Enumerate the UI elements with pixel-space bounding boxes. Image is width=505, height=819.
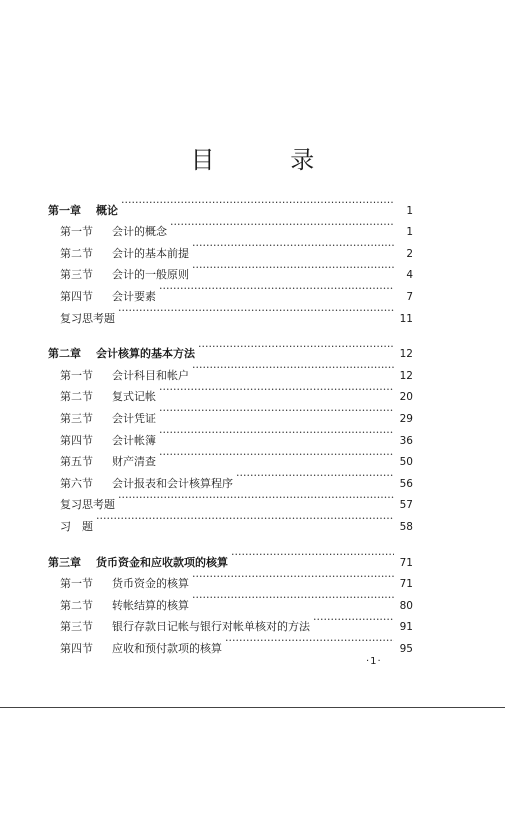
section-number: 第四节 <box>60 433 93 447</box>
dot-leader <box>192 587 394 609</box>
section-title: 会计的一般原则 <box>112 268 189 282</box>
chapter-2 <box>48 336 413 533</box>
section-title: 银行存款日记帐与银行对帐单核对的方法 <box>112 620 310 634</box>
section-number: 第三节 <box>60 268 93 282</box>
chapter-heading[interactable] <box>48 192 413 217</box>
page-number: 11 <box>399 312 413 325</box>
section-number: 第四节 <box>60 641 93 655</box>
section-title: 会计凭证 <box>112 411 156 425</box>
chapter-heading[interactable] <box>48 336 413 361</box>
section-number: 第一节 <box>60 368 93 382</box>
page-number: 7 <box>406 290 413 303</box>
dot-leader <box>159 422 394 444</box>
section-number: 第四节 <box>60 289 93 303</box>
chapter-heading[interactable] <box>48 544 413 569</box>
section-title: 货币资金的核算 <box>112 577 189 591</box>
page-number: 71 <box>399 578 413 591</box>
section-title: 会计报表和会计核算程序 <box>112 476 233 490</box>
toc-entry[interactable] <box>48 508 413 533</box>
page-number: 56 <box>399 477 413 490</box>
section-number: 第一节 <box>60 225 93 239</box>
dot-leader <box>159 278 394 300</box>
page-number: 91 <box>399 621 413 634</box>
scan-edge-line <box>0 707 505 708</box>
dot-leader <box>313 609 394 631</box>
page-number: 29 <box>399 412 413 425</box>
section-number: 第三节 <box>60 411 93 425</box>
chapter-title: 概论 <box>96 203 118 217</box>
chapter-number: 第三章 <box>48 555 81 569</box>
dot-leader <box>225 630 394 652</box>
section-number: 第二节 <box>60 598 93 612</box>
section-title: 财产清查 <box>112 455 156 469</box>
page-number: 12 <box>399 369 413 382</box>
dot-leader <box>192 257 394 279</box>
page-number: 36 <box>399 434 413 447</box>
section-number: 第五节 <box>60 455 93 469</box>
chapter-title: 会计核算的基本方法 <box>96 347 195 361</box>
page-number: 1 <box>406 204 413 217</box>
page-number: 1 <box>406 226 413 239</box>
footer-page-number: ·1· <box>366 656 382 667</box>
page-number: 20 <box>399 391 413 404</box>
section-title: 习 题 <box>60 519 93 533</box>
page-number: 2 <box>406 247 413 260</box>
section-title: 会计的基本前提 <box>112 246 189 260</box>
chapter-number: 第二章 <box>48 347 81 361</box>
section-number: 第一节 <box>60 577 93 591</box>
dot-leader <box>118 487 394 509</box>
section-title: 应收和预付款项的核算 <box>112 641 222 655</box>
dot-leader <box>236 465 394 487</box>
page-number: 4 <box>406 269 413 282</box>
table-of-contents <box>48 192 413 666</box>
chapter-number: 第一章 <box>48 203 81 217</box>
dot-leader <box>170 214 394 236</box>
section-number: 第二节 <box>60 246 93 260</box>
section-title: 复式记帐 <box>112 390 156 404</box>
page-number: 58 <box>399 520 413 533</box>
dot-leader <box>159 444 394 466</box>
section-title: 转帐结算的核算 <box>112 598 189 612</box>
dot-leader <box>231 544 394 566</box>
dot-leader <box>118 300 394 322</box>
dot-leader <box>96 508 394 530</box>
dot-leader <box>121 192 394 214</box>
section-number: 第六节 <box>60 476 93 490</box>
dot-leader <box>192 566 394 588</box>
dot-leader <box>159 379 394 401</box>
chapter-3 <box>48 544 413 655</box>
dot-leader <box>198 336 394 358</box>
section-title: 会计帐簿 <box>112 433 156 447</box>
page-number: 80 <box>399 599 413 612</box>
chapter-1 <box>48 192 413 325</box>
section-title: 复习思考题 <box>60 498 115 512</box>
section-title: 会计科目和帐户 <box>112 368 189 382</box>
page-number: 71 <box>399 556 413 569</box>
dot-leader <box>192 357 394 379</box>
chapter-title: 货币资金和应收款项的核算 <box>96 555 228 569</box>
dot-leader <box>192 235 394 257</box>
page-number: 50 <box>399 456 413 469</box>
section-number: 第三节 <box>60 620 93 634</box>
page-number: 12 <box>399 348 413 361</box>
section-title: 复习思考题 <box>60 311 115 325</box>
page-number: 57 <box>399 499 413 512</box>
dot-leader <box>159 400 394 422</box>
section-title: 会计要素 <box>112 289 156 303</box>
page-number: 95 <box>399 642 413 655</box>
section-number: 第二节 <box>60 390 93 404</box>
page-title: 目 录 <box>190 146 349 174</box>
section-title: 会计的概念 <box>112 225 167 239</box>
